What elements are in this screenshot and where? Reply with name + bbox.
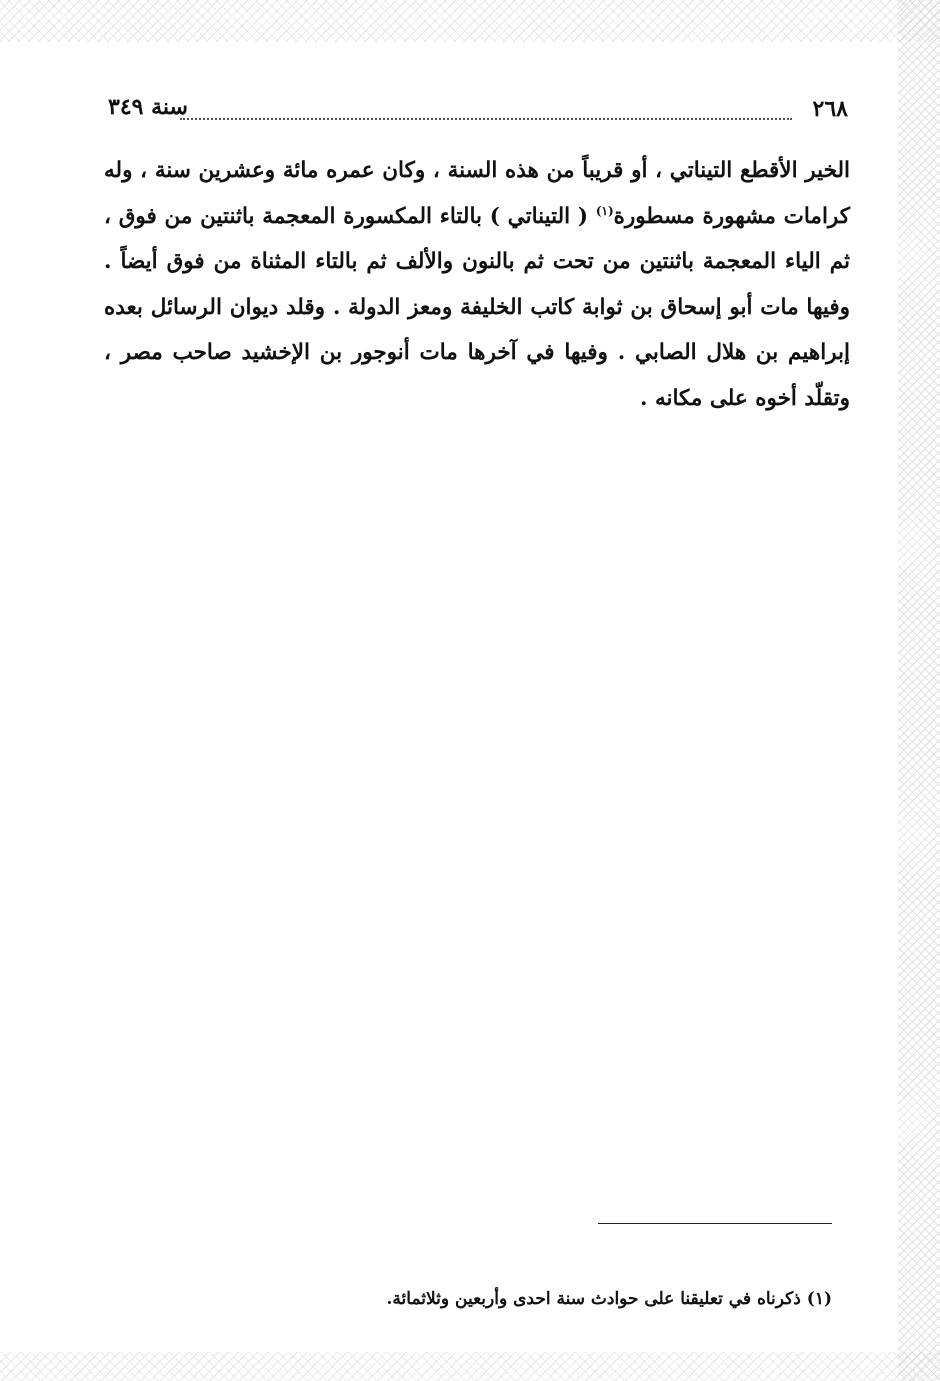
body-text-part-2: ( التيناتي ) بالتاء المكسورة المعجمة باثنتين من فوق ، ثم الياء المعجمة باثنتين من تحت ثم بالنون والألف ثم بالتاء المثناة من فوق أيضاً . وفيها مات أبو إسحاق بن ثوابة كاتب الخليفة ومعز الدولة . وقلد ديوان الرسائل بعده إبراهيم بن هلال الصابي . وفيها في آخرها مات أنوجور بن الإخشيد صاحب مصر ، وتقلّد أخوه على مكانه . <box>104 203 850 411</box>
running-title: سنة ٣٤٩ <box>108 94 188 120</box>
body-text-part-1: الخير الأقطع التيناتي ، أو قريباً من هذه السنة ، وكان عمره مائة وعشرين سنة ، وله كرامات مشهورة مسطورة <box>104 158 851 229</box>
footnote-separator <box>598 1223 832 1224</box>
scan-border-right <box>898 0 940 1381</box>
header-dotted-leader <box>180 118 792 120</box>
scan-border-top <box>0 0 940 42</box>
footnote-1 <box>380 1285 832 1313</box>
scan-border-bottom <box>0 1352 940 1381</box>
page-number: ٢٦٨ <box>812 96 848 122</box>
footnote-reference: (١) <box>595 203 614 218</box>
running-header <box>108 94 848 134</box>
body-paragraph <box>104 148 850 422</box>
footnote-text: ذكرناه في تعليقنا على حوادث سنة احدى وأربعين وثلاثمائة. <box>386 1289 807 1309</box>
footnote-marker: (١) <box>806 1289 832 1309</box>
